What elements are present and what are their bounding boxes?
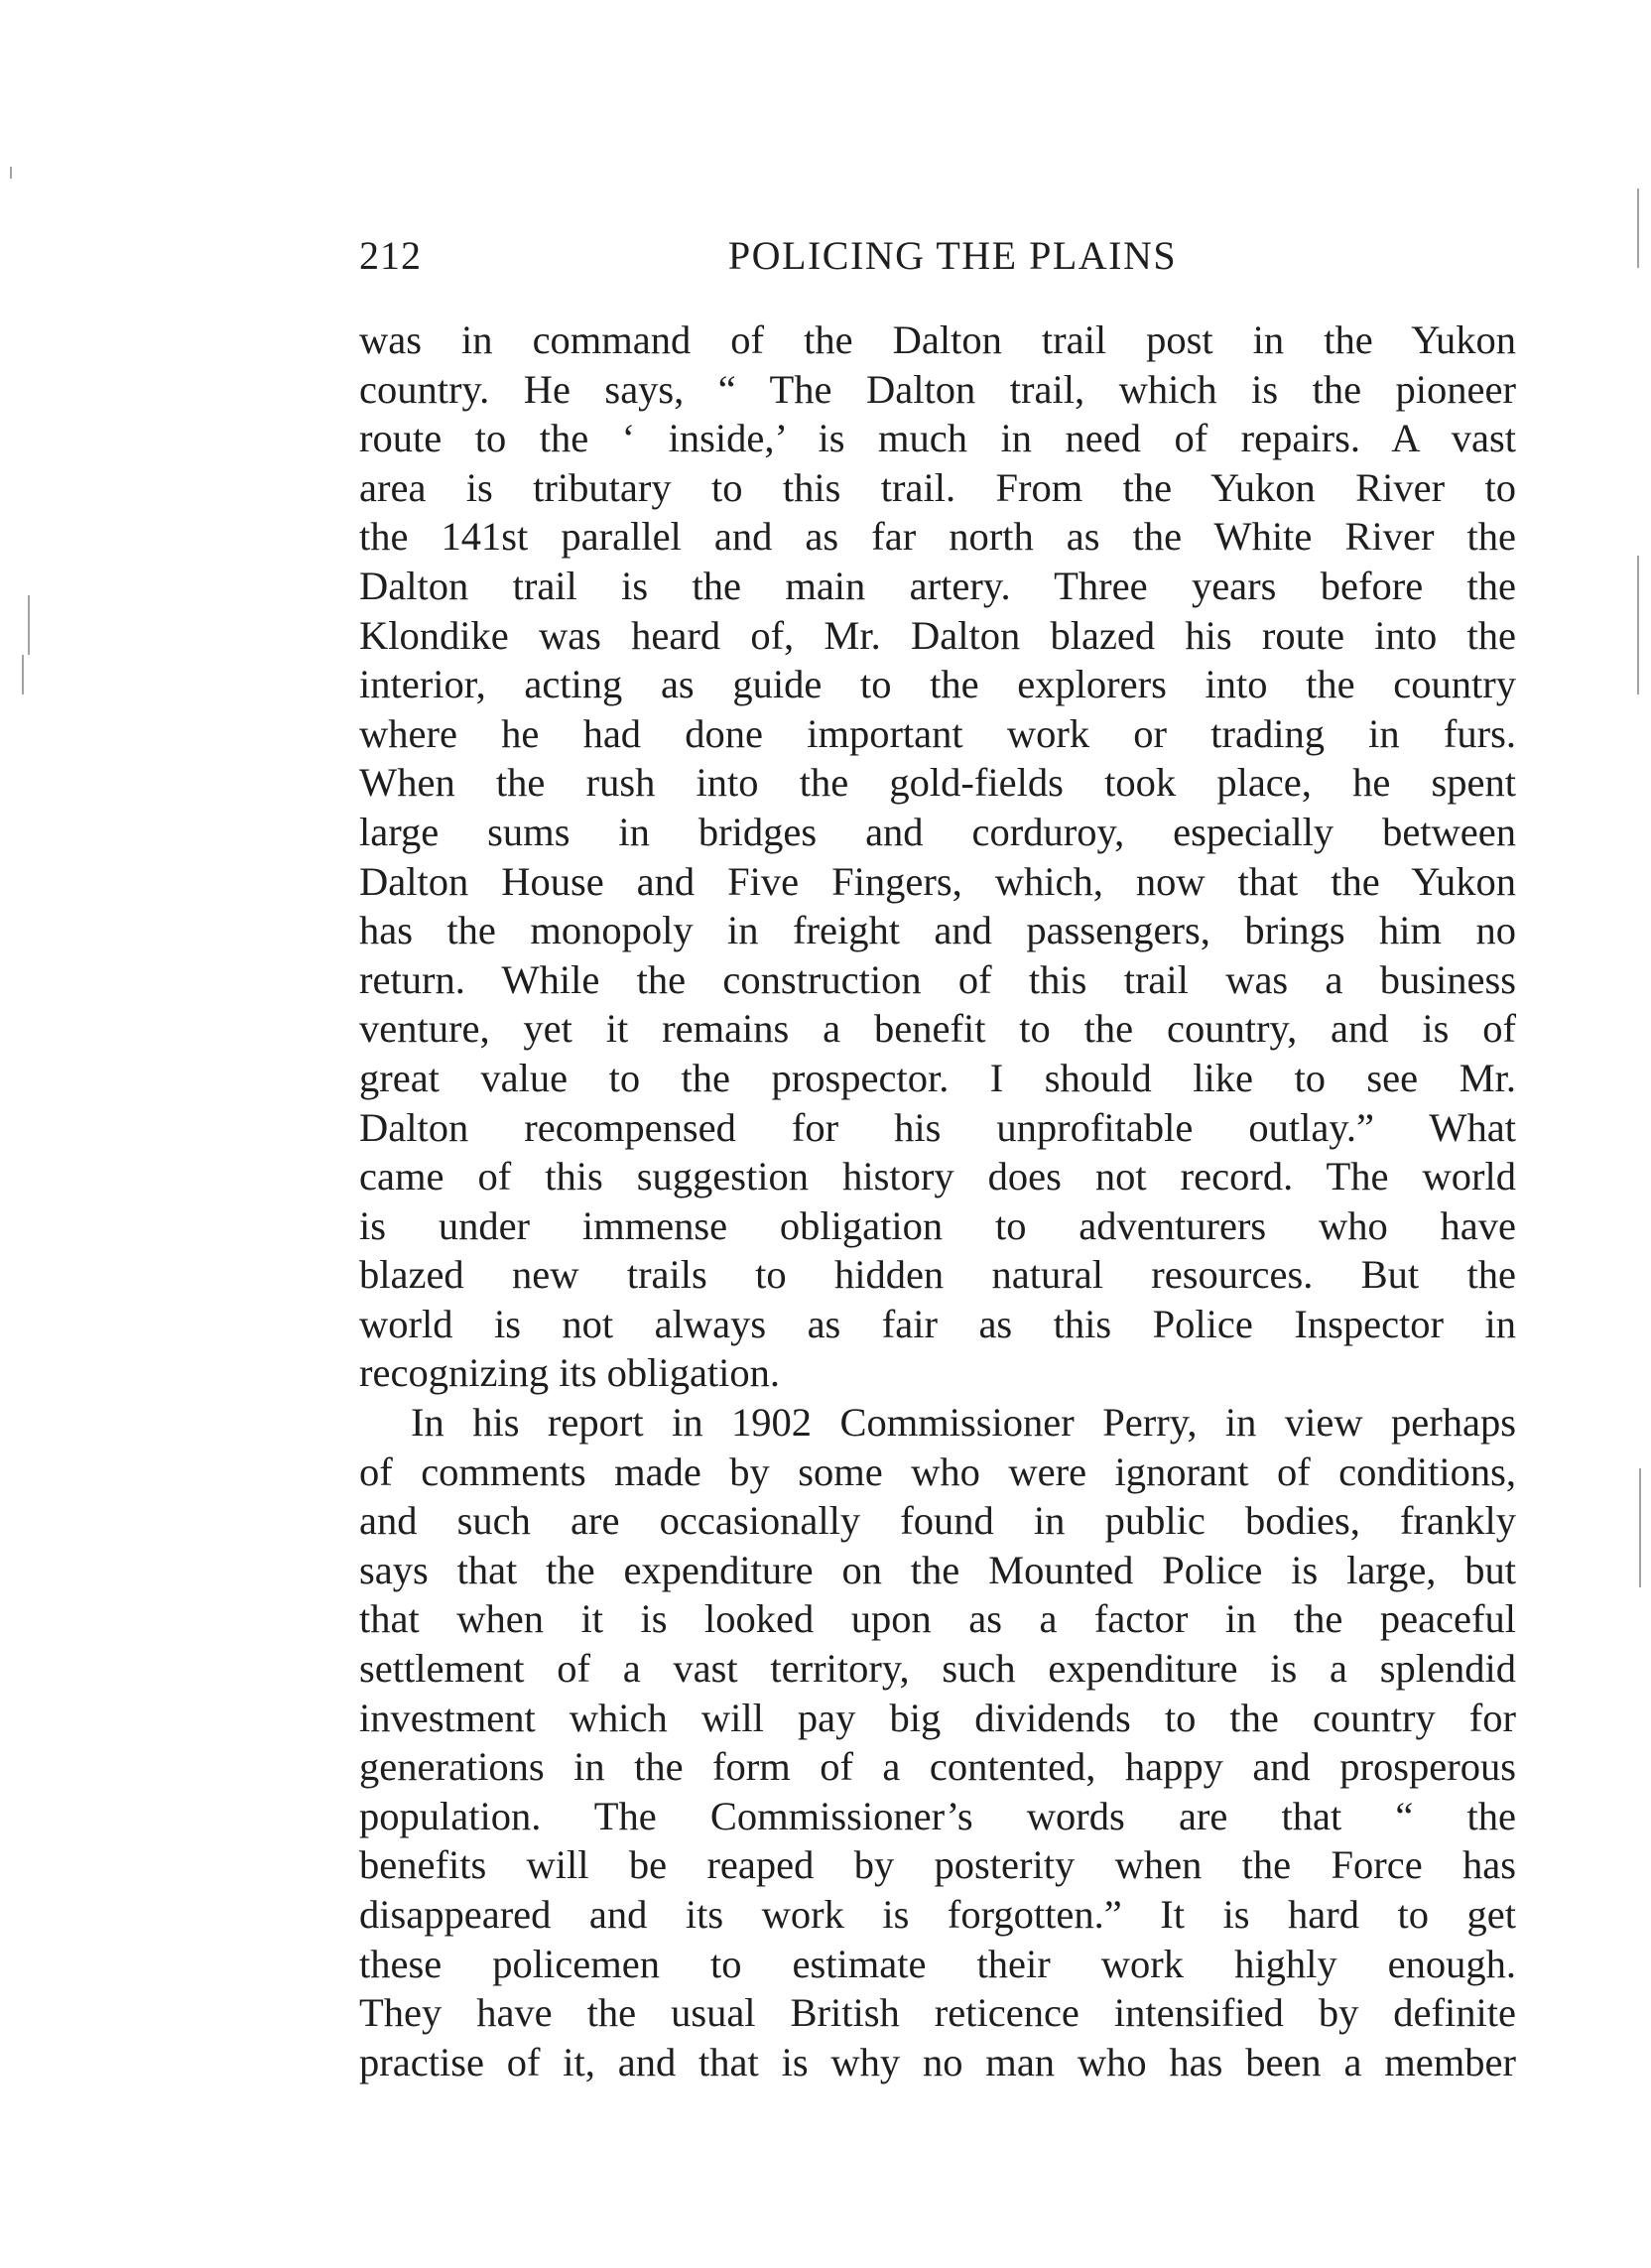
body-text [359,315,1516,2086]
text-line: blazed new trails to hidden natural resources. But the [359,1252,1516,1298]
scan-mark-right-2 [1637,556,1639,694]
text-line: venture, yet it remains a benefit to the country, and is of [359,1006,1516,1052]
scan-mark-left-1 [10,167,12,179]
text-line: came of this suggestion history does not record. The world [359,1154,1516,1199]
text-line: where he had done important work or trading in furs. [359,710,1516,756]
text-line: practise of it, and that is why no man who has been a member [359,2039,1516,2084]
scan-mark-right-3 [1639,1468,1641,1587]
text-line: investment which will pay big dividends to the country for [359,1695,1516,1740]
text-line: country. He says, “ The Dalton trail, which is the pioneer [359,366,1516,412]
text-line: benefits will be reaped by posterity when the Force has [359,1842,1516,1888]
text-line: and such are occasionally found in public bodies, frankly [359,1498,1516,1544]
text-line: Klondike was heard of, Mr. Dalton blazed his route into the [359,612,1516,658]
scan-mark-left-3 [22,655,24,694]
text-line: interior, acting as guide to the explorers into the country [359,662,1516,707]
text-line: recognizing its obligation. [359,1350,781,1396]
text-line: Dalton House and Five Fingers, which, now that the Yukon [359,858,1516,904]
text-line: Dalton trail is the main artery. Three years before the [359,563,1516,608]
text-line: Dalton recompensed for his unprofitable outlay.” What [359,1104,1516,1150]
text-line: has the monopoly in freight and passengers, brings him no [359,908,1516,953]
text-line: large sums in bridges and corduroy, especially between [359,809,1516,854]
text-line: return. While the construction of this trail was a business [359,956,1516,1002]
text-line: world is not always as fair as this Police Inspector in [359,1301,1516,1346]
scan-mark-right-1 [1637,189,1639,268]
scan-mark-left-2 [28,595,30,655]
paragraph-1 [359,315,1516,1398]
page-number: 212 [359,233,422,278]
text-line: In his report in 1902 Commissioner Perry, in view perhaps [411,1400,1516,1446]
text-line: was in command of the Dalton trail post in the Yukon [359,317,1516,362]
page-header [359,226,1516,286]
paragraph-2 [359,1398,1516,2086]
text-line: area is tributary to this trail. From the Yukon River to [359,464,1516,510]
text-line: the 141st parallel and as far north as the White River the [359,514,1516,560]
text-line: that when it is looked upon as a factor in the peaceful [359,1596,1516,1642]
text-line: settlement of a vast territory, such expenditure is a splendid [359,1646,1516,1692]
text-line: When the rush into the gold-fields took place, he spent [359,760,1516,806]
text-line: says that the expenditure on the Mounted Police is large, but [359,1547,1516,1592]
text-line: disappeared and its work is forgotten.” It is hard to get [359,1892,1516,1937]
text-line: these policemen to estimate their work highly enough. [359,1941,1516,1986]
text-line: of comments made by some who were ignorant of conditions, [359,1449,1516,1494]
running-head: POLICING THE PLAINS [727,233,1178,278]
text-line: is under immense obligation to adventurers who have [359,1202,1516,1248]
text-line: route to the ‘ inside,’ is much in need of repairs. A vast [359,416,1516,461]
text-line: great value to the prospector. I should like to see Mr. [359,1055,1516,1100]
text-line: population. The Commissioner’s words are that “ the [359,1793,1516,1838]
text-line: They have the usual British reticence intensified by definite [359,1990,1516,2036]
text-line: generations in the form of a contented, happy and prosperous [359,1744,1516,1790]
